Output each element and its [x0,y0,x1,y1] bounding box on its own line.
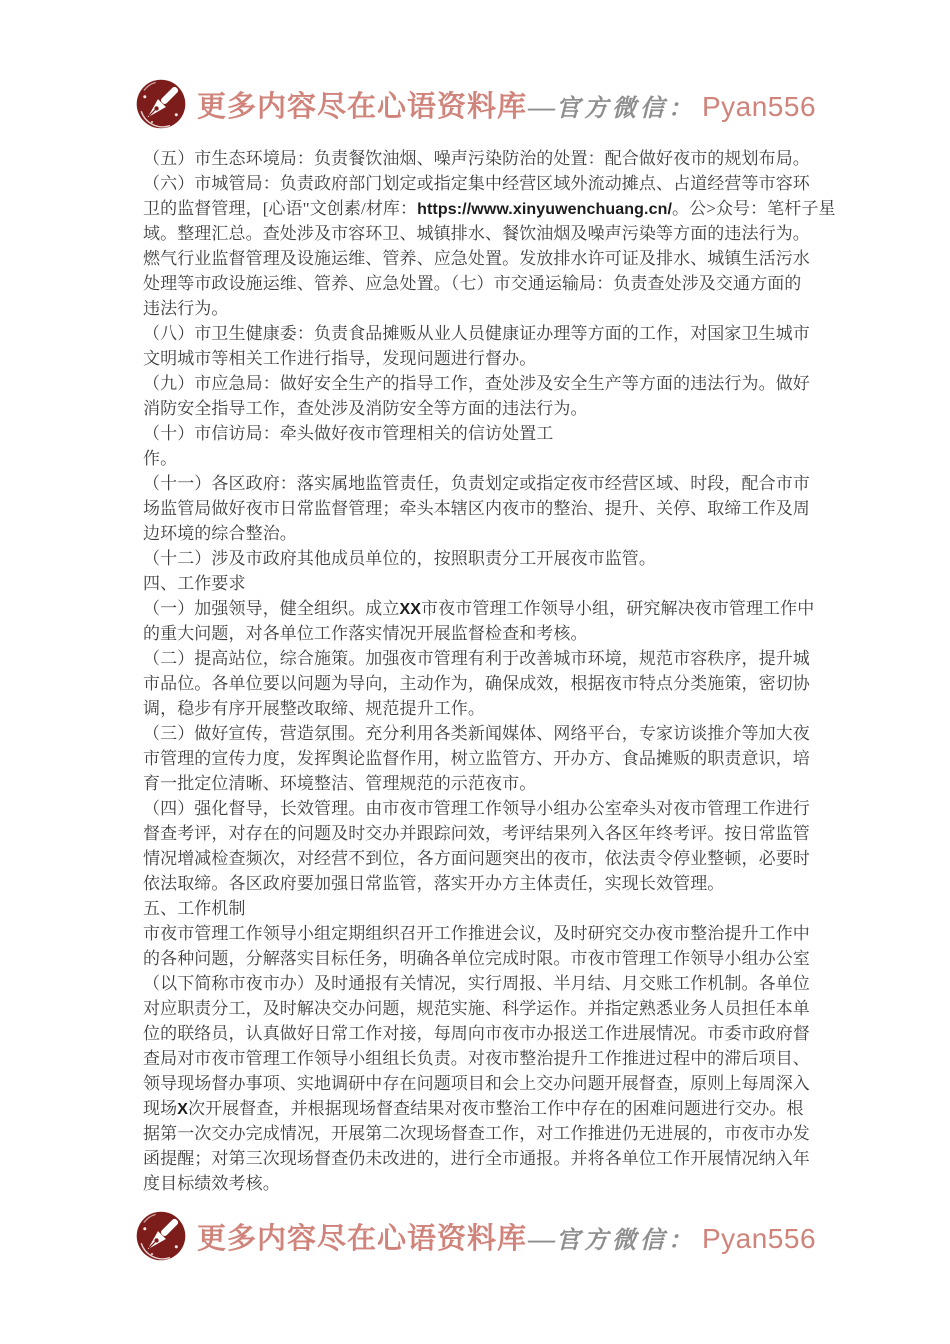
document-line: 市夜市管理工作领导小组定期组织召开工作推进会议，及时研究交办夜市整治提升工作中 [143,924,810,943]
watermark-wechat-id: Pyan556 [701,90,817,122]
document-line: 市管理的宣传力度，发挥舆论监督作用，树立监管方、开办方、食品摊贩的职责意识，培 [143,749,810,768]
document-line: 督查考评，对存在的问题及时交办并跟踪问效，考评结果列入各区年终考评。按日常监管 [143,824,810,843]
document-line: 依法取缔。各区政府要加强日常监管，落实开办方主体责任，实现长效管理。 [143,874,725,893]
document-line: （五）市生态环境局：负责餐饮油烟、噪声污染防治的处置：配合做好夜市的规划布局。 [143,149,810,168]
document-line: （十一）各区政府：落实属地监管责任，负责划定或指定夜市经营区域、时段，配合市市 [143,474,810,493]
watermark-dash: — [527,91,555,122]
document-line: （九）市应急局：做好安全生产的指导工作，查处涉及安全生产等方面的违法行为。做好 [143,374,810,393]
document-line: 函提醒；对第三次现场督查仍未改进的，进行全市通报。并将各单位工作开展情况纳入年 [143,1149,810,1168]
watermark-dash: — [527,1223,555,1254]
watermark-brand-text: 更多内容尽在心语资料库 [196,90,527,123]
footer-watermark-text [197,1216,816,1257]
document-line: （二）提高站位，综合施策。加强夜市管理有利于改善城市环境，规范市容秩序，提升城 [143,649,810,668]
document-line: （六）市城管局：负责政府部门划定或指定集中经营区域外流动摊点、占道经营等市容环 [143,174,810,193]
document-line: 对应职责分工，及时解决交办问题，规范实施、科学运作。并指定熟悉业务人员担任本单 [143,999,810,1018]
watermark-wechat-label: 官方微信： [555,95,696,122]
document-line: 领导现场督办事项、实地调研中存在问题项目和会上交办问题开展督查，原则上每周深入 [143,1074,810,1093]
document-line: 查局对市夜市管理工作领导小组组长负责。对夜市整治提升工作推进过程中的滞后项目、 [143,1049,810,1068]
document-line: 调，稳步有序开展整改取缔、规范提升工作。 [143,699,485,718]
document-line: 市品位。各单位要以问题为导向，主动作为，确保成效，根据夜市特点分类施策，密切协 [143,674,810,693]
document-body [143,146,836,1196]
header-watermark [0,76,950,132]
document-line: 卫的监督管理，[心语"文创素/材库：https://www.xinyuwenchuang.cn/。公>众号：笔杆子星 [143,199,836,218]
document-line: 的各种问题，分解落实目标任务，明确各单位完成时限。市夜市管理工作领导小组办公室 [143,949,810,968]
document-line: 据第一次交办完成情况，开展第二次现场督查工作，对工作推进仍无进展的，市夜市办发 [143,1124,810,1143]
pen-seal-logo-icon [134,1208,188,1264]
document-line: 边环境的综合整治。 [143,524,297,543]
document-line: 的重大问题，对各单位工作落实情况开展监督检查和考核。 [143,624,588,643]
document-line: 育一批定位清晰、环境整洁、管理规范的示范夜市。 [143,774,537,793]
pen-seal-logo-icon [134,76,188,132]
document-line: 四、工作要求 [143,574,246,593]
document-line: （一）加强领导，健全组织。成立XX市夜市管理工作领导小组，研究解决夜市管理工作中 [143,599,815,618]
document-line: 现场X次开展督查，并根据现场督查结果对夜市整治工作中存在的困难问题进行交办。根 [143,1099,804,1118]
document-line: （以下简称市夜市办）及时通报有关情况，实行周报、半月结、月交账工作机制。各单位 [143,974,810,993]
document-line: 情况增减检查频次，对经营不到位，各方面问题突出的夜市，依法责令停业整顿，必要时 [143,849,810,868]
document-line: 场监管局做好夜市日常监督管理；牵头本辖区内夜市的整治、提升、关停、取缔工作及周 [143,499,810,518]
document-line: （十）市信访局：牵头做好夜市管理相关的信访处置工 [143,424,554,443]
document-line: 五、工作机制 [143,899,246,918]
document-line: （八）市卫生健康委：负责食品摊贩从业人员健康证办理等方面的工作，对国家卫生城市 [143,324,810,343]
document-line: （四）强化督导，长效管理。由市夜市管理工作领导小组办公室牵头对夜市管理工作进行 [143,799,810,818]
document-line: 燃气行业监督管理及设施运维、管养、应急处置。发放排水许可证及排水、城镇生活污水 [143,249,810,268]
watermark-wechat-id: Pyan556 [701,1222,817,1254]
document-line: 作。 [143,449,178,468]
watermark-wechat-label: 官方微信： [555,1227,696,1254]
document-line: 文明城市等相关工作进行指导，发现问题进行督办。 [143,349,537,368]
watermark-brand-text: 更多内容尽在心语资料库 [196,1222,527,1255]
document-line: （三）做好宣传，营造氛围。充分利用各类新闻媒体、网络平台，专家访谈推介等加大夜 [143,724,810,743]
document-line: 消防安全指导工作，查处涉及消防安全等方面的违法行为。 [143,399,588,418]
document-line: 度目标绩效考核。 [143,1174,280,1193]
document-line: 位的联络员，认真做好日常工作对接，每周向市夜市办报送工作进展情况。市委市政府督 [143,1024,810,1043]
header-watermark-text [197,84,816,125]
document-line: 域。整理汇总。查处涉及市容环卫、城镇排水、餐饮油烟及噪声污染等方面的违法行为。 [143,224,810,243]
document-line: （十二）涉及市政府其他成员单位的，按照职责分工开展夜市监管。 [143,549,656,568]
document-line: 处理等市政设施运维、管养、应急处置。（七）市交通运输局：负责查处涉及交通方面的 [143,274,802,293]
document-line: 违法行为。 [143,299,229,318]
footer-watermark [0,1208,950,1264]
